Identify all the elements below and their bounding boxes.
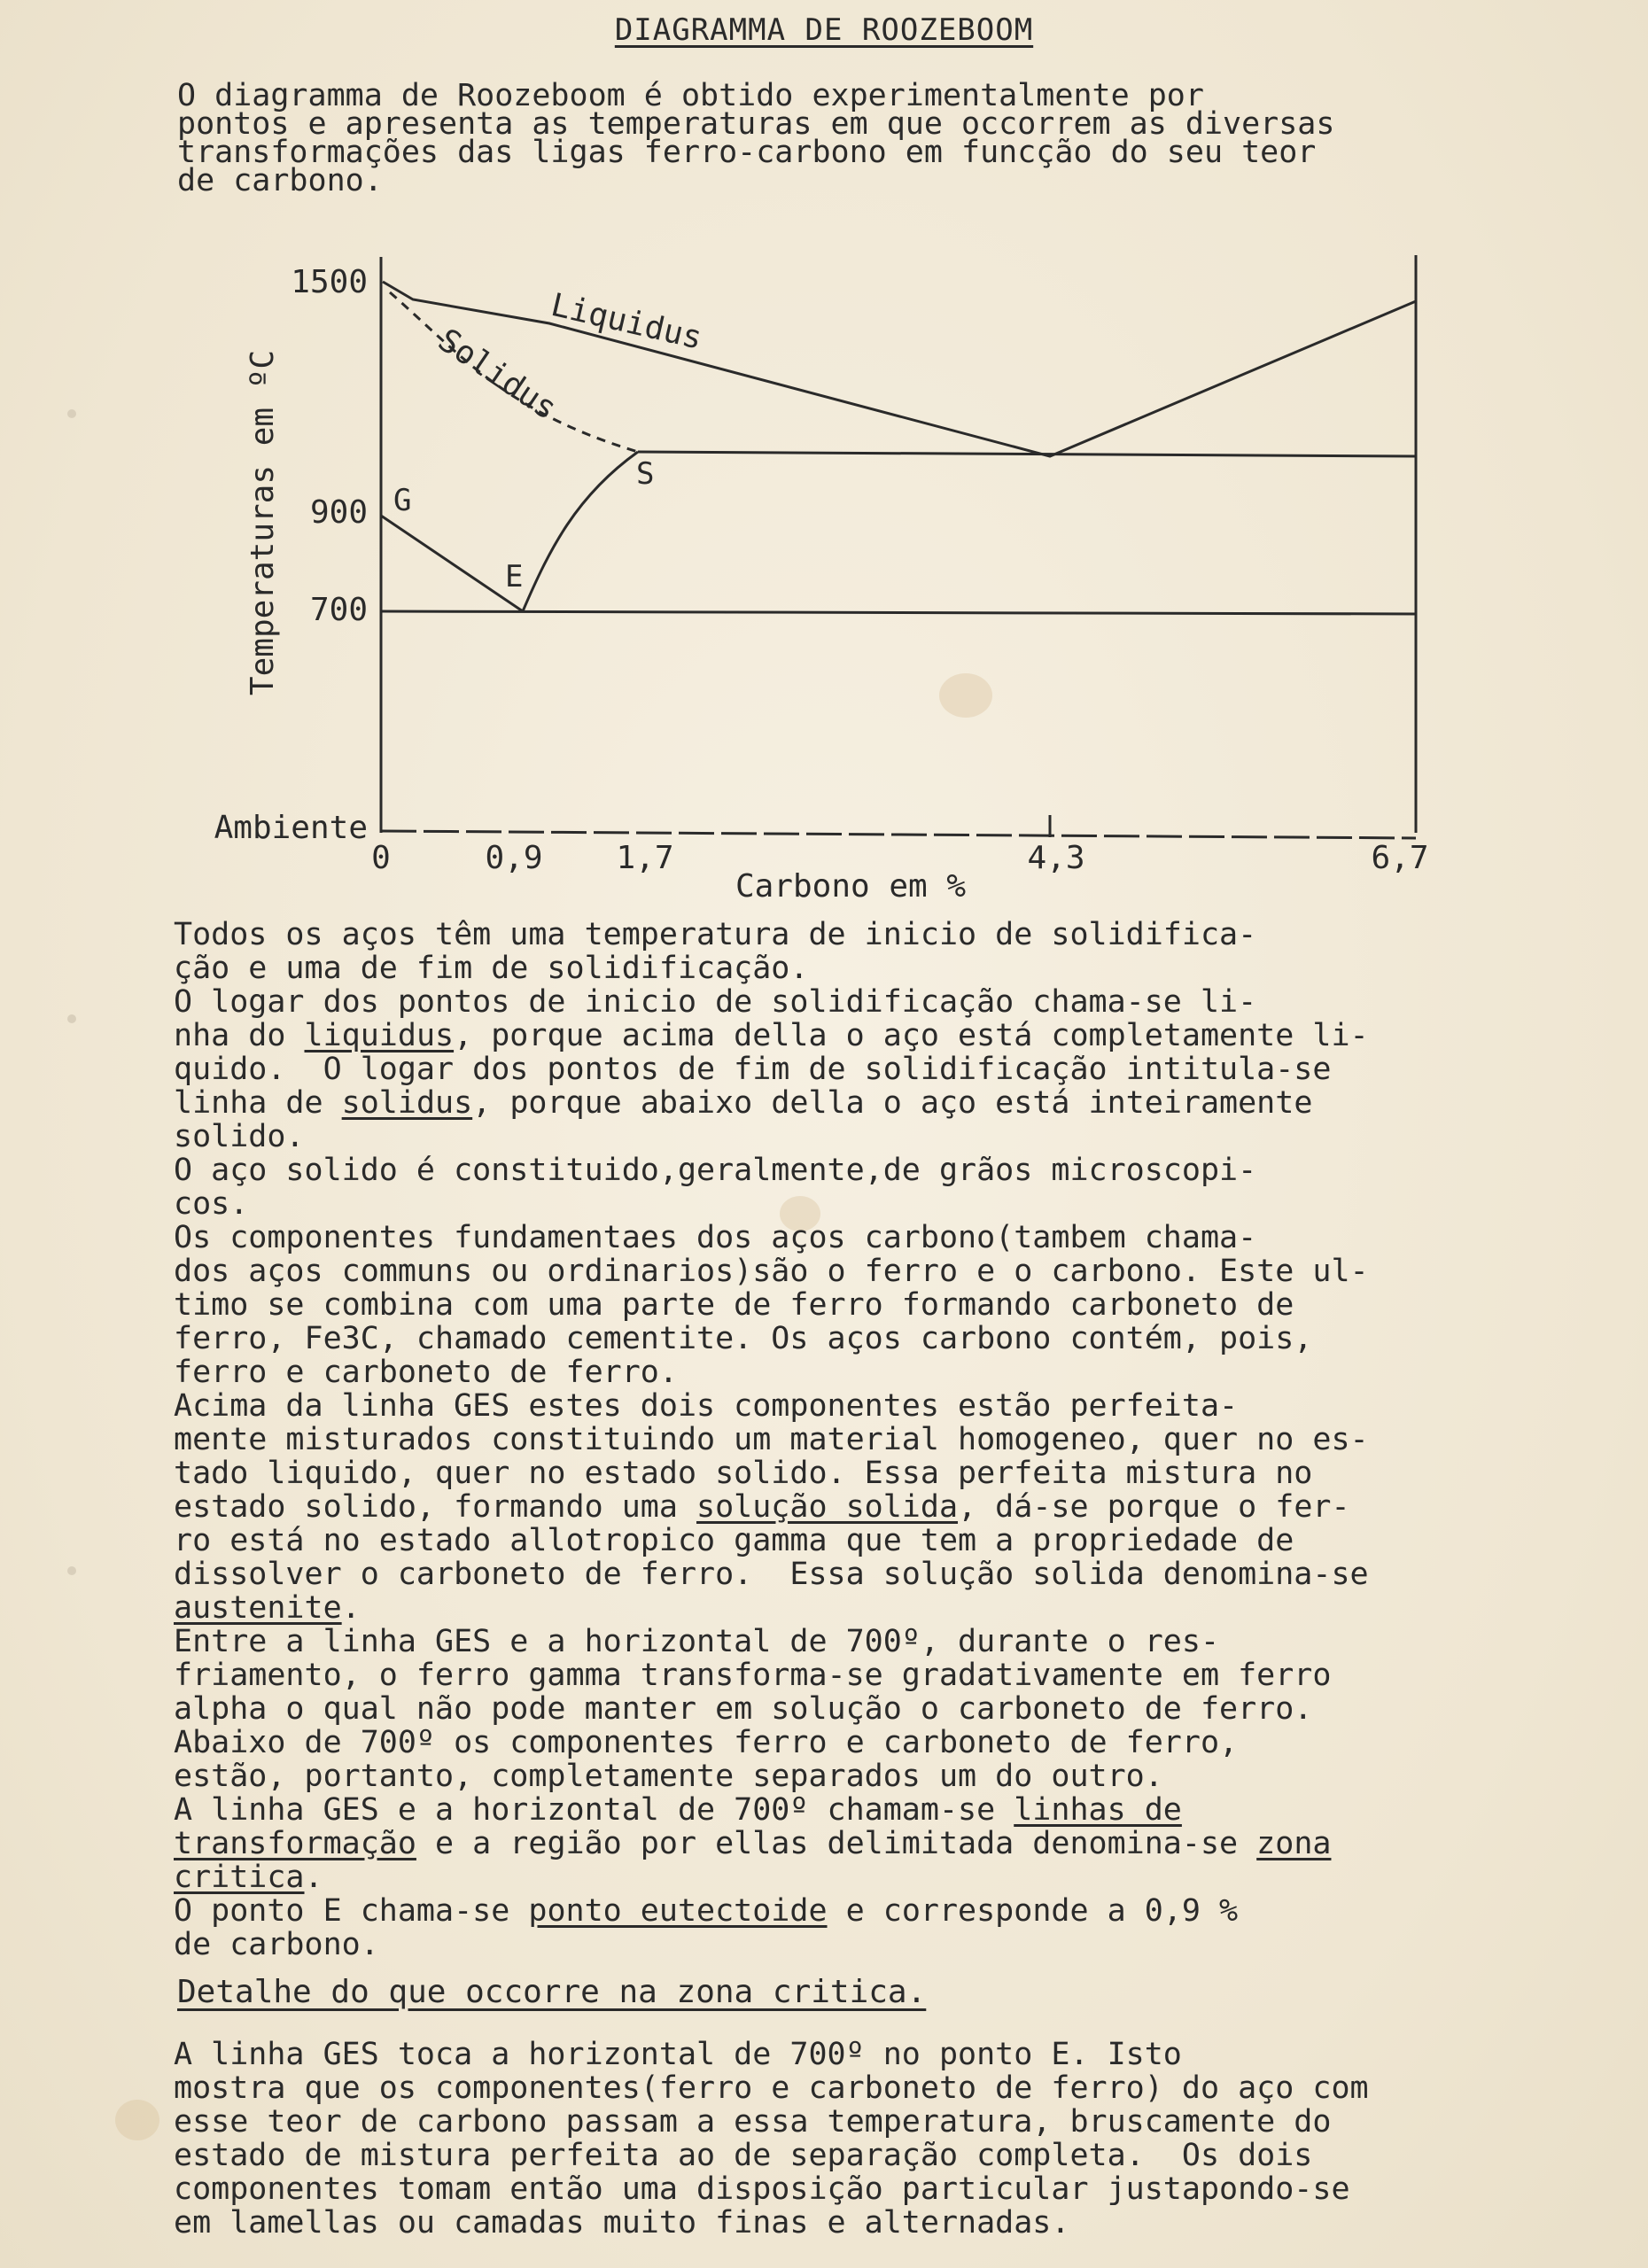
text-fragment: .	[341, 1590, 361, 1626]
text-line: solido.	[174, 1119, 305, 1154]
term-transformacao: transformação	[174, 1826, 416, 1861]
text-line: timo se combina com uma parte de ferro formando carboneto de	[174, 1287, 1294, 1323]
text-line: Todos os aços têm uma temperatura de inicio de solidifica-	[174, 917, 1257, 952]
y-axis-label: Temperaturas em ºC	[245, 349, 281, 696]
text-line: Os componentes fundamentaes dos aços carbono(tambem chama-	[174, 1220, 1257, 1255]
text-line: O logar dos pontos de inicio de solidificação chama-se li-	[174, 984, 1257, 1020]
text-line: quido. O logar dos pontos de fim de solidificação intitula-se	[174, 1052, 1332, 1087]
text-line: Abaixo de 700º os componentes ferro e carboneto de ferro,	[174, 1725, 1239, 1760]
text-line: estado de mistura perfeita ao de separação completa. Os dois	[174, 2138, 1313, 2173]
x-tick-6-7: 6,7	[1371, 840, 1429, 876]
text-line: ro está no estado allotropico gamma que tem a propriedade de	[174, 1523, 1294, 1558]
x-tick-1-7: 1,7	[616, 840, 674, 876]
line-ge	[381, 516, 523, 611]
x-tick-4-3: 4,3	[1027, 840, 1085, 876]
y-tick-700: 700	[309, 592, 368, 628]
y-tick-1500: 1500	[291, 264, 368, 300]
text-line: Acima da linha GES estes dois componentes estão perfeita-	[174, 1388, 1239, 1424]
point-s-label: S	[636, 456, 655, 492]
punch-mark	[67, 1014, 76, 1023]
text-fragment: linha de	[174, 1085, 342, 1121]
horizontal-700	[381, 611, 1416, 614]
term-critica: critica	[174, 1860, 305, 1895]
text-fragment: O ponto E chama-se	[174, 1893, 529, 1929]
text-line: em lamellas ou camadas muito finas e alternadas.	[174, 2205, 1070, 2241]
solidus-horizontal	[638, 452, 1416, 456]
text-fragment: e corresponde a 0,9 %	[827, 1893, 1239, 1929]
text-fragment: A linha GES e a horizontal de 700º chamam-se	[174, 1792, 1014, 1828]
section-heading: Detalhe do que occorre na zona critica.	[177, 1974, 927, 2010]
x-axis	[381, 831, 1416, 838]
text-line: alpha o qual não pode manter em solução o carboneto de ferro.	[174, 1691, 1313, 1727]
text-line: Entre a linha GES e a horizontal de 700º, durante o res-	[174, 1624, 1220, 1659]
text-line: O diagramma de Roozeboom é obtido experimentalmente por	[177, 78, 1204, 113]
term-zona: zona	[1256, 1826, 1332, 1861]
text-line: ferro, Fe3C, chamado cementite. Os aços carbono contém, pois,	[174, 1321, 1313, 1356]
text-line: tado liquido, quer no estado solido. Essa perfeita mistura no	[174, 1456, 1313, 1491]
term-linhas-de: linhas de	[1014, 1792, 1182, 1828]
solidus-label: Solidus	[431, 322, 564, 428]
text-line: mente misturados constituindo um material homogeneo, quer no es-	[174, 1422, 1369, 1457]
text-line: mostra que os componentes(ferro e carboneto de ferro) do aço com	[174, 2070, 1369, 2106]
term-ponto-eutectoide: ponto eutectoide	[528, 1893, 828, 1929]
text-line: ção e uma de fim de solidificação.	[174, 951, 809, 986]
text-line: A linha GES toca a horizontal de 700º no ponto E. Isto	[174, 2037, 1182, 2072]
line-es	[523, 452, 638, 611]
term-solucao-solida: solução solida	[696, 1489, 959, 1525]
text-line: cos.	[174, 1186, 249, 1222]
text-line: O aço solido é constituido,geralmente,de grãos microscopi-	[174, 1153, 1257, 1188]
text-line: esse teor de carbono passam a essa temperatura, bruscamente do	[174, 2104, 1332, 2140]
text-line: dos aços communs ou ordinarios)são o ferro e o carbono. Este ul-	[174, 1254, 1369, 1289]
text-line: de carbono.	[177, 163, 383, 198]
liquidus-label: Liquidus	[547, 286, 706, 357]
x-axis-label: Carbono em %	[735, 868, 967, 905]
term-liquidus: liquidus	[304, 1018, 455, 1053]
text-fragment: nha do	[174, 1018, 305, 1053]
text-fragment: , dá-se porque o fer-	[958, 1489, 1350, 1525]
body-paragraphs	[174, 918, 1556, 1961]
text-fragment: .	[304, 1860, 323, 1895]
text-line: transformações das ligas ferro-carbono em funcção do seu teor	[177, 135, 1317, 170]
roozeboom-diagram	[0, 0, 1648, 921]
text-fragment: , porque acima della o aço está completamente li-	[454, 1018, 1369, 1053]
term-austenite: austenite	[174, 1590, 342, 1626]
text-fragment: estado solido, formando uma	[174, 1489, 697, 1525]
punch-mark	[67, 1566, 76, 1575]
x-tick-0-9: 0,9	[485, 840, 543, 876]
text-line: componentes tomam então uma disposição particular justapondo-se	[174, 2171, 1350, 2207]
text-fragment: e a região por ellas delimitada denomina-se	[416, 1826, 1257, 1861]
closing-paragraph	[174, 2038, 1556, 2240]
y-tick-ambiente: Ambiente	[214, 810, 368, 846]
term-solidus: solidus	[341, 1085, 473, 1121]
liquidus-line	[383, 282, 1416, 456]
page-title: DIAGRAMMA DE ROOZEBOOM	[614, 12, 1034, 48]
text-line: dissolver o carboneto de ferro. Essa solução solida denomina-se	[174, 1557, 1369, 1592]
y-tick-900: 900	[309, 494, 368, 531]
text-line: pontos e apresenta as temperaturas em que occorrem as diversas	[177, 106, 1335, 142]
point-g-label: G	[393, 483, 412, 518]
text-line: friamento, o ferro gamma transforma-se gradativamente em ferro	[174, 1658, 1332, 1693]
x-tick-0: 0	[371, 840, 391, 876]
paper-stain	[115, 2100, 159, 2140]
text-fragment: , porque abaixo della o aço está inteiramente	[472, 1085, 1313, 1121]
point-e-label: E	[505, 559, 524, 594]
text-line: ferro e carboneto de ferro.	[174, 1355, 678, 1390]
text-line: estão, portanto, completamente separados um do outro.	[174, 1759, 1163, 1794]
text-line: de carbono.	[174, 1927, 379, 1962]
